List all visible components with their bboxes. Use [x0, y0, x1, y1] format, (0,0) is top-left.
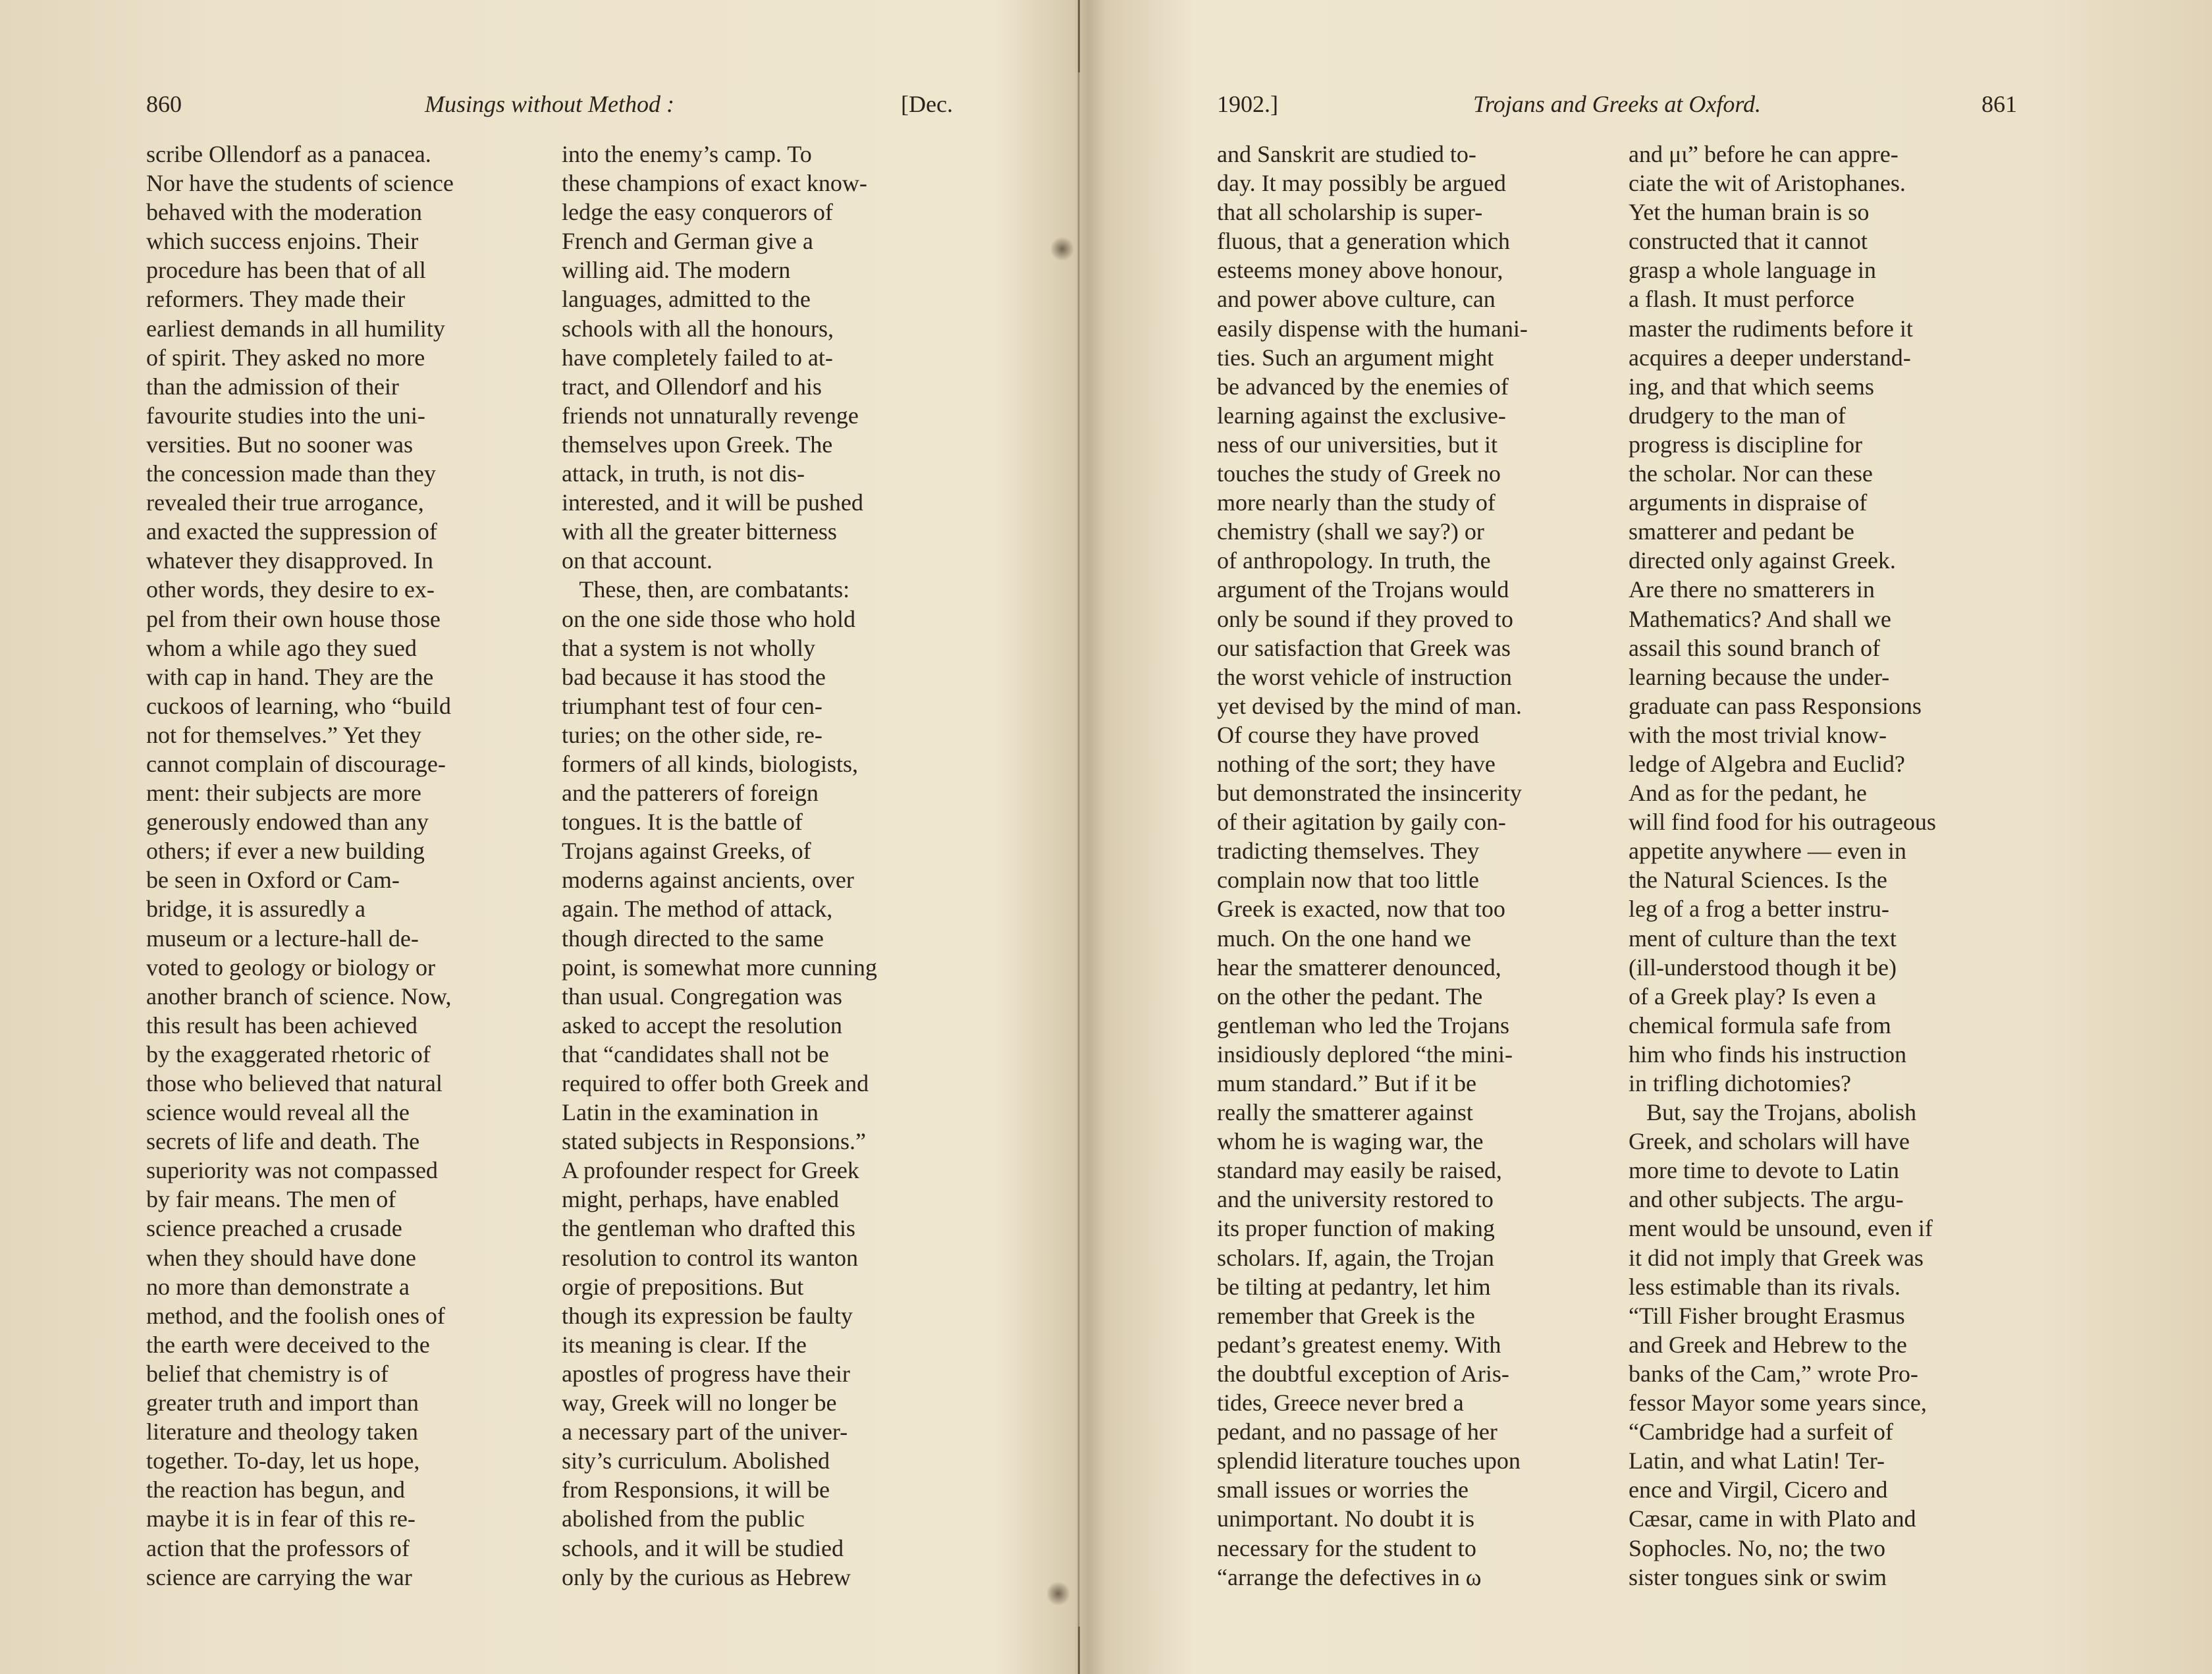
- right-running-head: [1217, 84, 2017, 124]
- text-line: “Cambridge had a surfeit of: [1629, 1418, 1893, 1445]
- text-line: be advanced by the enemies of: [1217, 373, 1509, 400]
- text-line: though its expression be faulty: [562, 1302, 853, 1329]
- text-line: ment of culture than the text: [1629, 925, 1897, 952]
- text-line: leg of a frog a better instru-: [1629, 896, 1889, 923]
- text-line: the worst vehicle of instruction: [1217, 663, 1512, 690]
- text-line: generously endowed than any: [146, 809, 429, 836]
- text-line: whom he is waging war, the: [1217, 1128, 1484, 1155]
- text-line: favourite studies into the uni-: [146, 402, 425, 429]
- text-line: smatterer and pedant be: [1629, 518, 1854, 545]
- right-column-2: [1629, 140, 2017, 1592]
- text-line: tongues. It is the battle of: [562, 809, 803, 836]
- text-line: and Sanskrit are studied to-: [1217, 141, 1476, 167]
- text-line: more nearly than the study of: [1217, 489, 1496, 516]
- text-line: on the other the pedant. The: [1217, 983, 1483, 1010]
- text-line: literature and theology taken: [146, 1418, 418, 1445]
- text-line: ledge of Algebra and Euclid?: [1629, 750, 1905, 777]
- text-line: formers of all kinds, biologists,: [562, 750, 858, 777]
- text-line: “arrange the defectives in ω: [1217, 1563, 1482, 1590]
- text-line: of their agitation by gaily con-: [1217, 809, 1506, 836]
- text-line: Latin, and what Latin! Ter-: [1629, 1447, 1885, 1474]
- text-line: which success enjoins. Their: [146, 228, 419, 255]
- text-line: on that account.: [562, 547, 713, 574]
- text-line: the reaction has begun, and: [146, 1476, 405, 1503]
- text-line: and exacted the suppression of: [146, 518, 437, 545]
- text-line: orgie of prepositions. But: [562, 1273, 804, 1300]
- text-line: small issues or worries the: [1217, 1476, 1469, 1503]
- text-line: and μι” before he can appre-: [1629, 141, 1899, 167]
- text-line: pedant’s greatest enemy. With: [1217, 1331, 1501, 1358]
- text-line: be seen in Oxford or Cam-: [146, 867, 400, 894]
- text-line: revealed their true arrogance,: [146, 489, 424, 516]
- text-line: reformers. They made their: [146, 286, 406, 313]
- text-line: friends not unnaturally revenge: [562, 402, 859, 429]
- text-line: schools, and it will be studied: [562, 1534, 844, 1561]
- running-title: Musings without Method :: [425, 91, 674, 117]
- text-line: less estimable than its rivals.: [1629, 1273, 1901, 1300]
- text-line: Latin in the examination in: [562, 1099, 819, 1126]
- text-line: with the most trivial know-: [1629, 721, 1887, 748]
- text-line: sity’s curriculum. Abolished: [562, 1447, 830, 1474]
- text-line: tides, Greece never bred a: [1217, 1390, 1464, 1417]
- text-line: have completely failed to at-: [562, 344, 833, 371]
- text-line: triumphant test of four cen-: [562, 692, 823, 719]
- text-line: Trojans against Greeks, of: [562, 838, 811, 865]
- text-line: insidiously deplored “the mini-: [1217, 1040, 1513, 1067]
- text-line: point, is somewhat more cunning: [562, 954, 877, 981]
- text-line: earliest demands in all humility: [146, 315, 445, 342]
- text-line: and the patterers of foreign: [562, 780, 819, 807]
- text-line: mum standard.” But if it be: [1217, 1070, 1476, 1096]
- text-line: museum or a lecture-hall de-: [146, 925, 419, 952]
- text-line: on the one side those who hold: [562, 605, 855, 632]
- text-line: ciate the wit of Aristophanes.: [1629, 170, 1906, 197]
- text-line: these champions of exact know-: [562, 170, 867, 197]
- text-line: willing aid. The modern: [562, 257, 791, 284]
- left-column-2: [562, 140, 953, 1592]
- text-line: more time to devote to Latin: [1629, 1157, 1899, 1184]
- text-line: Of course they have proved: [1217, 721, 1479, 748]
- text-line: into the enemy’s camp. To: [562, 141, 812, 167]
- text-line: when they should have done: [146, 1244, 416, 1271]
- running-title: Trojans and Greeks at Oxford.: [1473, 91, 1761, 117]
- text-line: These, then, are combatants:: [562, 576, 850, 603]
- text-line: scribe Ollendorf as a panacea.: [146, 141, 431, 167]
- text-line: Greek, and scholars will have: [1629, 1128, 1910, 1155]
- text-line: another branch of science. Now,: [146, 983, 452, 1010]
- text-line: banks of the Cam,” wrote Pro-: [1629, 1360, 1918, 1387]
- text-line: versities. But no sooner was: [146, 431, 413, 458]
- text-line: only by the curious as Hebrew: [562, 1563, 851, 1590]
- issue-year: 1902.]: [1217, 91, 1278, 117]
- text-line: yet devised by the mind of man.: [1217, 692, 1522, 719]
- text-line: and Greek and Hebrew to the: [1629, 1331, 1907, 1358]
- text-line: gentleman who led the Trojans: [1217, 1012, 1509, 1039]
- text-line: Sophocles. No, no; the two: [1629, 1534, 1885, 1561]
- text-line: remember that Greek is the: [1217, 1302, 1475, 1329]
- text-line: arguments in dispraise of: [1629, 489, 1868, 516]
- text-line: “Till Fisher brought Erasmus: [1629, 1302, 1905, 1329]
- text-line: superiority was not compassed: [146, 1157, 438, 1184]
- text-line: by the exaggerated rhetoric of: [146, 1040, 431, 1067]
- text-line: really the smatterer against: [1217, 1099, 1473, 1126]
- text-line: cuckoos of learning, who “build: [146, 692, 451, 719]
- text-line: method, and the foolish ones of: [146, 1302, 445, 1329]
- text-line: cannot complain of discourage-: [146, 750, 446, 777]
- text-line: be tilting at pedantry, let him: [1217, 1273, 1491, 1300]
- text-line: than the admission of their: [146, 373, 399, 400]
- right-page: [1080, 0, 2212, 1674]
- text-line: master the rudiments before it: [1629, 315, 1913, 342]
- text-line: other words, they desire to ex-: [146, 576, 435, 603]
- text-line: grasp a whole language in: [1629, 257, 1876, 284]
- text-line: apostles of progress have their: [562, 1360, 850, 1387]
- text-line: that all scholarship is super-: [1217, 199, 1483, 226]
- text-line: science would reveal all the: [146, 1099, 410, 1126]
- text-line: turies; on the other side, re-: [562, 721, 823, 748]
- text-line: ties. Such an argument might: [1217, 344, 1494, 371]
- text-line: argument of the Trojans would: [1217, 576, 1509, 603]
- text-line: progress is discipline for: [1629, 431, 1862, 458]
- text-line: this result has been achieved: [146, 1012, 418, 1039]
- text-line: unimportant. No doubt it is: [1217, 1505, 1474, 1532]
- text-line: drudgery to the man of: [1629, 402, 1846, 429]
- text-line: of anthropology. In truth, the: [1217, 547, 1491, 574]
- text-line: stated subjects in Responsions.”: [562, 1128, 866, 1155]
- text-line: resolution to control its wanton: [562, 1244, 858, 1271]
- text-line: ment would be unsound, even if: [1629, 1215, 1933, 1242]
- text-line: no more than demonstrate a: [146, 1273, 410, 1300]
- text-line: bridge, it is assuredly a: [146, 896, 365, 923]
- text-line: assail this sound branch of: [1629, 634, 1880, 661]
- issue-month: [Dec.: [901, 91, 953, 117]
- text-line: ing, and that which seems: [1629, 373, 1874, 400]
- text-line: ness of our universities, but it: [1217, 431, 1497, 458]
- text-line: schools with all the honours,: [562, 315, 834, 342]
- text-line: fluous, that a generation which: [1217, 228, 1510, 255]
- text-line: fessor Mayor some years since,: [1629, 1390, 1927, 1417]
- text-line: greater truth and import than: [146, 1390, 419, 1417]
- text-line: themselves upon Greek. The: [562, 431, 833, 458]
- text-line: others; if ever a new building: [146, 838, 425, 865]
- text-line: action that the professors of: [146, 1534, 410, 1561]
- right-column-1: [1217, 140, 1609, 1592]
- text-line: asked to accept the resolution: [562, 1012, 842, 1039]
- text-line: the scholar. Nor can these: [1629, 460, 1873, 487]
- text-line: with cap in hand. They are the: [146, 663, 434, 690]
- text-line: A profounder respect for Greek: [562, 1157, 859, 1184]
- text-line: will find food for his outrageous: [1629, 809, 1936, 836]
- text-line: necessary for the student to: [1217, 1534, 1476, 1561]
- text-line: of spirit. They asked no more: [146, 344, 425, 371]
- text-line: by fair means. The men of: [146, 1186, 396, 1213]
- text-line: that a system is not wholly: [562, 634, 815, 661]
- text-line: might, perhaps, have enabled: [562, 1186, 839, 1213]
- text-line: of a Greek play? Is even a: [1629, 983, 1876, 1010]
- text-line: again. The method of attack,: [562, 896, 833, 923]
- text-line: voted to geology or biology or: [146, 954, 435, 981]
- text-line: Greek is exacted, now that too: [1217, 896, 1505, 923]
- text-line: those who believed that natural: [146, 1070, 443, 1096]
- text-line: Cæsar, came in with Plato and: [1629, 1505, 1916, 1532]
- text-line: bad because it has stood the: [562, 663, 826, 690]
- text-line: behaved with the moderation: [146, 199, 422, 226]
- text-line: the concession made than they: [146, 460, 436, 487]
- text-line: And as for the pedant, he: [1629, 780, 1867, 807]
- text-line: learning against the exclusive-: [1217, 402, 1506, 429]
- text-line: interested, and it will be pushed: [562, 489, 863, 516]
- text-line: chemistry (shall we say?) or: [1217, 518, 1484, 545]
- text-line: belief that chemistry is of: [146, 1360, 389, 1387]
- text-line: day. It may possibly be argued: [1217, 170, 1506, 197]
- text-line: moderns against ancients, over: [562, 867, 854, 894]
- text-line: learning because the under-: [1629, 663, 1890, 690]
- text-line: directed only against Greek.: [1629, 547, 1896, 574]
- text-line: nothing of the sort; they have: [1217, 750, 1496, 777]
- text-line: a necessary part of the univer-: [562, 1418, 848, 1445]
- page-number: 860: [146, 91, 182, 117]
- text-line: the gentleman who drafted this: [562, 1215, 855, 1242]
- text-line: acquires a deeper understand-: [1629, 344, 1911, 371]
- text-line: Yet the human brain is so: [1629, 199, 1870, 226]
- text-line: pedant, and no passage of her: [1217, 1418, 1497, 1445]
- text-line: it did not imply that Greek was: [1629, 1244, 1924, 1271]
- text-line: our satisfaction that Greek was: [1217, 634, 1511, 661]
- text-line: whatever they disapproved. In: [146, 547, 433, 574]
- text-line: its meaning is clear. If the: [562, 1331, 807, 1358]
- text-line: Mathematics? And shall we: [1629, 605, 1891, 632]
- text-line: whom a while ago they sued: [146, 634, 417, 661]
- text-line: appetite anywhere — even in: [1629, 838, 1906, 865]
- text-line: him who finds his instruction: [1629, 1040, 1906, 1067]
- text-line: its proper function of making: [1217, 1215, 1495, 1242]
- text-line: much. On the one hand we: [1217, 925, 1471, 952]
- text-line: but demonstrated the insincerity: [1217, 780, 1522, 807]
- text-line: only be sound if they proved to: [1217, 605, 1513, 632]
- text-line: chemical formula safe from: [1629, 1012, 1891, 1039]
- text-line: touches the study of Greek no: [1217, 460, 1501, 487]
- text-line: maybe it is in fear of this re-: [146, 1505, 416, 1532]
- text-line: languages, admitted to the: [562, 286, 811, 313]
- text-line: Are there no smatterers in: [1629, 576, 1875, 603]
- text-line: standard may easily be raised,: [1217, 1157, 1502, 1184]
- text-line: the doubtful exception of Aris-: [1217, 1360, 1509, 1387]
- text-line: tradicting themselves. They: [1217, 838, 1480, 865]
- text-line: ment: their subjects are more: [146, 780, 421, 807]
- text-line: graduate can pass Responsions: [1629, 692, 1922, 719]
- text-line: French and German give a: [562, 228, 813, 255]
- text-line: (ill-understood though it be): [1629, 954, 1897, 981]
- text-line: that “candidates shall not be: [562, 1040, 829, 1067]
- text-line: though directed to the same: [562, 925, 824, 952]
- text-line: and the university restored to: [1217, 1186, 1494, 1213]
- text-line: not for themselves.” Yet they: [146, 721, 421, 748]
- text-line: required to offer both Greek and: [562, 1070, 869, 1096]
- text-line: pel from their own house those: [146, 605, 441, 632]
- text-line: Nor have the students of science: [146, 170, 454, 197]
- text-line: the earth were deceived to the: [146, 1331, 430, 1358]
- text-line: with all the greater bitterness: [562, 518, 837, 545]
- text-line: But, say the Trojans, abolish: [1629, 1099, 1917, 1126]
- text-line: science are carrying the war: [146, 1563, 412, 1590]
- text-line: in trifling dichotomies?: [1629, 1070, 1851, 1096]
- text-line: from Responsions, it will be: [562, 1476, 830, 1503]
- left-column-1: [146, 140, 535, 1592]
- text-line: splendid literature touches upon: [1217, 1447, 1521, 1474]
- text-line: science preached a crusade: [146, 1215, 402, 1242]
- text-line: abolished from the public: [562, 1505, 805, 1532]
- text-line: and other subjects. The argu-: [1629, 1186, 1904, 1213]
- page-number: 861: [1982, 91, 2017, 117]
- left-page: [0, 0, 1080, 1674]
- text-line: procedure has been that of all: [146, 257, 426, 284]
- text-line: together. To-day, let us hope,: [146, 1447, 420, 1474]
- left-running-head: [146, 84, 953, 124]
- text-line: easily dispense with the humani-: [1217, 315, 1528, 342]
- text-line: ence and Virgil, Cicero and: [1629, 1476, 1888, 1503]
- text-line: sister tongues sink or swim: [1629, 1563, 1887, 1590]
- text-line: the Natural Sciences. Is the: [1629, 867, 1887, 894]
- text-line: complain now that too little: [1217, 867, 1479, 894]
- text-line: tract, and Ollendorf and his: [562, 373, 822, 400]
- text-line: esteems money above honour,: [1217, 257, 1503, 284]
- text-line: a flash. It must perforce: [1629, 286, 1854, 313]
- text-line: than usual. Congregation was: [562, 983, 842, 1010]
- text-line: ledge the easy conquerors of: [562, 199, 833, 226]
- text-line: and power above culture, can: [1217, 286, 1496, 313]
- text-line: constructed that it cannot: [1629, 228, 1868, 255]
- text-line: secrets of life and death. The: [146, 1128, 420, 1155]
- text-line: way, Greek will no longer be: [562, 1390, 837, 1417]
- text-line: attack, in truth, is not dis-: [562, 460, 805, 487]
- text-line: hear the smatterer denounced,: [1217, 954, 1501, 981]
- text-line: scholars. If, again, the Trojan: [1217, 1244, 1494, 1271]
